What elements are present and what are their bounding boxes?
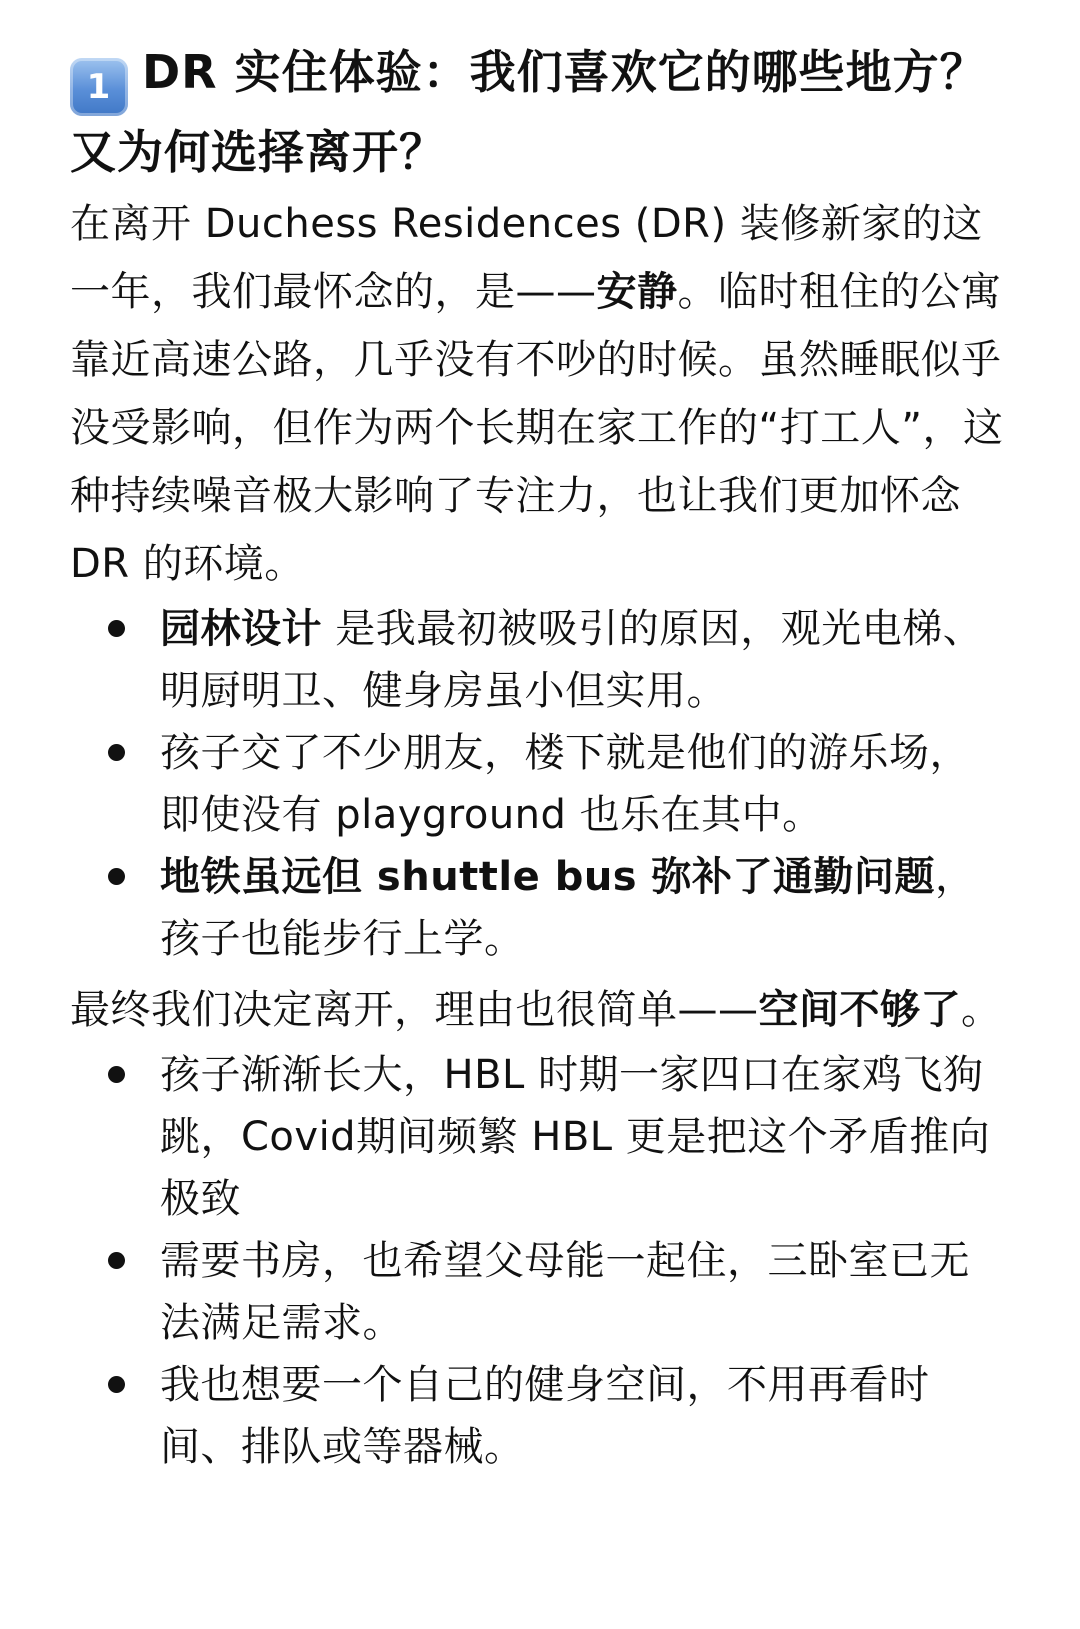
- intro-bold-quiet: 安静: [596, 269, 678, 315]
- leave-text-after: 。: [961, 987, 1002, 1033]
- likes-item-bold: 地铁虽远但 shuttle bus 弥补了通勤问题: [160, 854, 936, 900]
- bullet-dot-icon: [108, 1066, 125, 1083]
- likes-item-text: ，孩子也能步行上学。: [160, 854, 976, 962]
- reasons-item-hbl: [70, 1044, 1010, 1230]
- leave-bold-space: 空间不够了: [758, 987, 961, 1033]
- likes-item-friends: [70, 722, 1010, 846]
- reasons-item-study: [70, 1230, 1010, 1354]
- bullet-dot-icon: [108, 744, 125, 761]
- likes-item-shuttle: [70, 846, 1010, 970]
- section-title: [70, 36, 1010, 188]
- likes-list: [70, 598, 1010, 970]
- intro-text-after: 。临时租住的公寓靠近高速公路，几乎没有不吵的时候。虽然睡眠似乎没受影响，但作为两个长期在家工作的“打工人”，这种持续噪音极大影响了专注力，也让我们更加怀念 DR 的环境。: [70, 269, 1004, 587]
- keycap-number-icon: 1: [70, 58, 128, 116]
- likes-item-bold: 园林设计: [160, 606, 322, 652]
- intro-paragraph: [70, 190, 1010, 598]
- bullet-dot-icon: [108, 1376, 125, 1393]
- reasons-item-gym: [70, 1354, 1010, 1478]
- reasons-item-text: 孩子渐渐长大，HBL 时期一家四口在家鸡飞狗跳，Covid期间频繁 HBL 更是把这个矛盾推向极致: [160, 1052, 991, 1222]
- reasons-item-text: 需要书房，也希望父母能一起住，三卧室已无法满足需求。: [160, 1238, 970, 1346]
- reasons-item-text: 我也想要一个自己的健身空间，不用再看时间、排队或等器械。: [160, 1362, 930, 1470]
- likes-item-garden: [70, 598, 1010, 722]
- bullet-dot-icon: [108, 868, 125, 885]
- leave-paragraph: [70, 976, 1010, 1044]
- bullet-dot-icon: [108, 620, 125, 637]
- leave-text-before: 最终我们决定离开，理由也很简单——: [70, 987, 759, 1033]
- likes-item-text: 是我最初被吸引的原因，观光电梯、明厨明卫、健身房虽小但实用。: [160, 606, 984, 714]
- reasons-list: [70, 1044, 1010, 1478]
- bullet-dot-icon: [108, 1252, 125, 1269]
- section-title-text: DR 实住体验：我们喜欢它的哪些地方？又为何选择离开？: [70, 45, 987, 179]
- intro-text-before: 在离开 Duchess Residences (DR) 装修新家的这一年，我们最怀念的，是——: [70, 201, 983, 315]
- likes-item-text: 孩子交了不少朋友，楼下就是他们的游乐场，即使没有 playground 也乐在其中。: [160, 730, 970, 838]
